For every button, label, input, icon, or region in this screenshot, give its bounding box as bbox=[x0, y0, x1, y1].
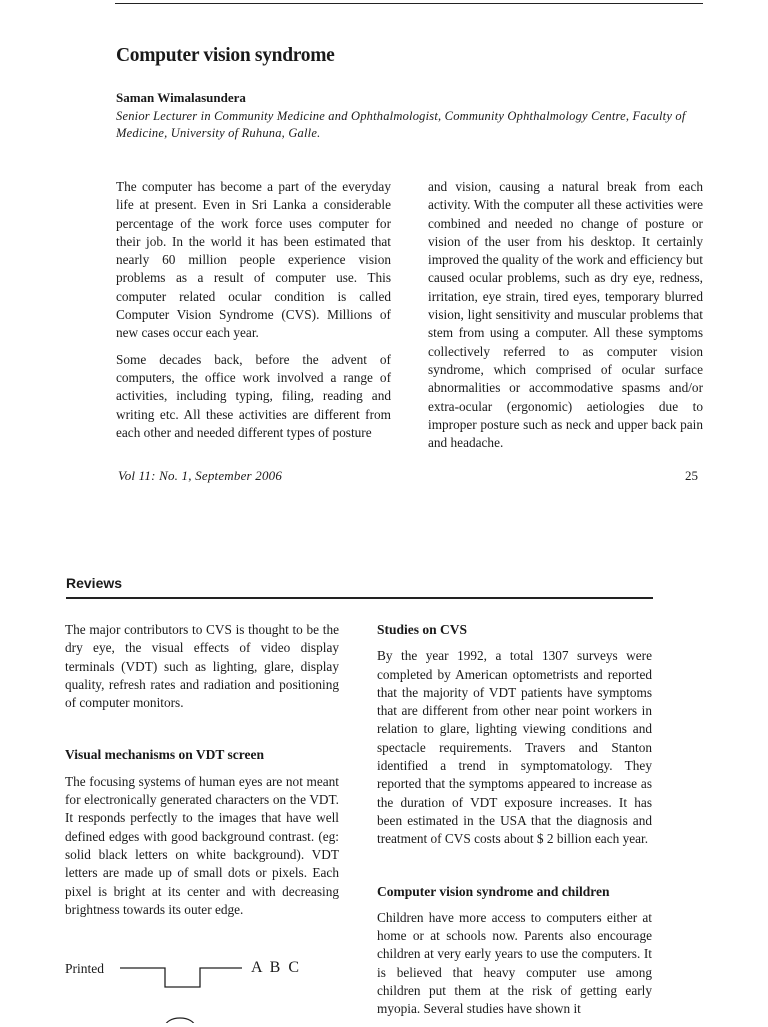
section-rule bbox=[66, 597, 653, 599]
journal-citation: Vol 11: No. 1, September 2006 bbox=[118, 468, 283, 483]
figure-letters: A B C bbox=[251, 959, 302, 976]
paragraph: Children have more access to computers either at home or at schools now. Parents also encourage children at very early years to use the computers. It is believed that heavy computer use among children put them at the risk of getting early myopia. Several studies have shown it bbox=[377, 909, 652, 1017]
subheading: Studies on CVS bbox=[377, 622, 468, 637]
page2-column-right bbox=[377, 621, 652, 1027]
paragraph: Some decades back, before the advent of computers, the office work involved a range of activities, including typing, filing, reading and writing etc. All these activities are different from each other and needed different types of posture bbox=[116, 351, 391, 440]
paragraph: and vision, causing a natural break from each activity. With the computer all these activities were combined and needed no change of posture or vision of the user from his desktop. It certainly improved the quality of the work and efficiency but caused ocular problems, such as dry eye, redness, irritation, eye strain, tired eyes, temporary blurred vision, light sensitivity and muscular problems that stem from using a computer. All these symptoms collectively referred to as computer vision syndrome, which comprised of ocular surface abnormalities or accommodative spasms and/or extra-ocular (ergonomic) aetiologies due to improper posture such as neck and upper back pain and headache. bbox=[428, 179, 703, 451]
page1-column-left bbox=[116, 178, 391, 450]
author-affiliation: Senior Lecturer in Community Medicine and Ophthalmologist, Community Ophthalmology Centre, Faculty of Medicine, University of Ruhuna, Galle. bbox=[116, 109, 686, 140]
section-header: Reviews bbox=[66, 575, 123, 591]
page1-column-right bbox=[428, 178, 703, 460]
printed-profile-diagram bbox=[120, 963, 245, 1023]
page-number: 25 bbox=[685, 468, 698, 483]
paragraph: The focusing systems of human eyes are not meant for electronically generated characters on the VDT. It responds perfectly to the images that have well defined edges with good background contrast. (eg: solid black letters on white background). VDT letters are made up of small dots or pixels. Each pixel is bright at its center and with decreasing brightness towards its outer edge. bbox=[65, 773, 339, 917]
subheading: Computer vision syndrome and children bbox=[377, 883, 610, 899]
article-title: Computer vision syndrome bbox=[116, 45, 335, 66]
paragraph: The major contributors to CVS is thought to be the dry eye, the visual effects of video display terminals (VDT) such as lighting, glare, display quality, refresh rates and radiation and positioning of computer monitors. bbox=[65, 622, 339, 711]
figure-label: Printed bbox=[65, 961, 104, 976]
subheading: Visual mechanisms on VDT screen bbox=[65, 747, 265, 763]
page2-column-left bbox=[65, 621, 339, 927]
author-name: Saman Wimalasundera bbox=[116, 90, 246, 105]
paragraph: The computer has become a part of the everyday life at present. Even in Sri Lanka a considerable percentage of the work force uses computer for their job. In the world it has been estimated that nearly 60 million people experience vision problems as a result of computer use. This computer related ocular condition is called Computer Vision Syndrome (CVS). Millions of new cases occur each year. bbox=[116, 179, 391, 341]
top-rule bbox=[115, 3, 703, 4]
paragraph: By the year 1992, a total 1307 surveys were completed by American optometrists and reported that the majority of VDT patients have symptoms that are different from other near point workers in relation to glare, lighting viewing conditions and spectacle requirements. Travers and Stanton identified a trend in symptomatology. They reported that the symptoms appeared to increase as the duration of VDT exposure increases. It has been estimated in the USA that the diagnosis and treatment of CVS costs about $ 2 billion each year. bbox=[377, 648, 652, 847]
printed-letter-figure bbox=[65, 955, 365, 1024]
